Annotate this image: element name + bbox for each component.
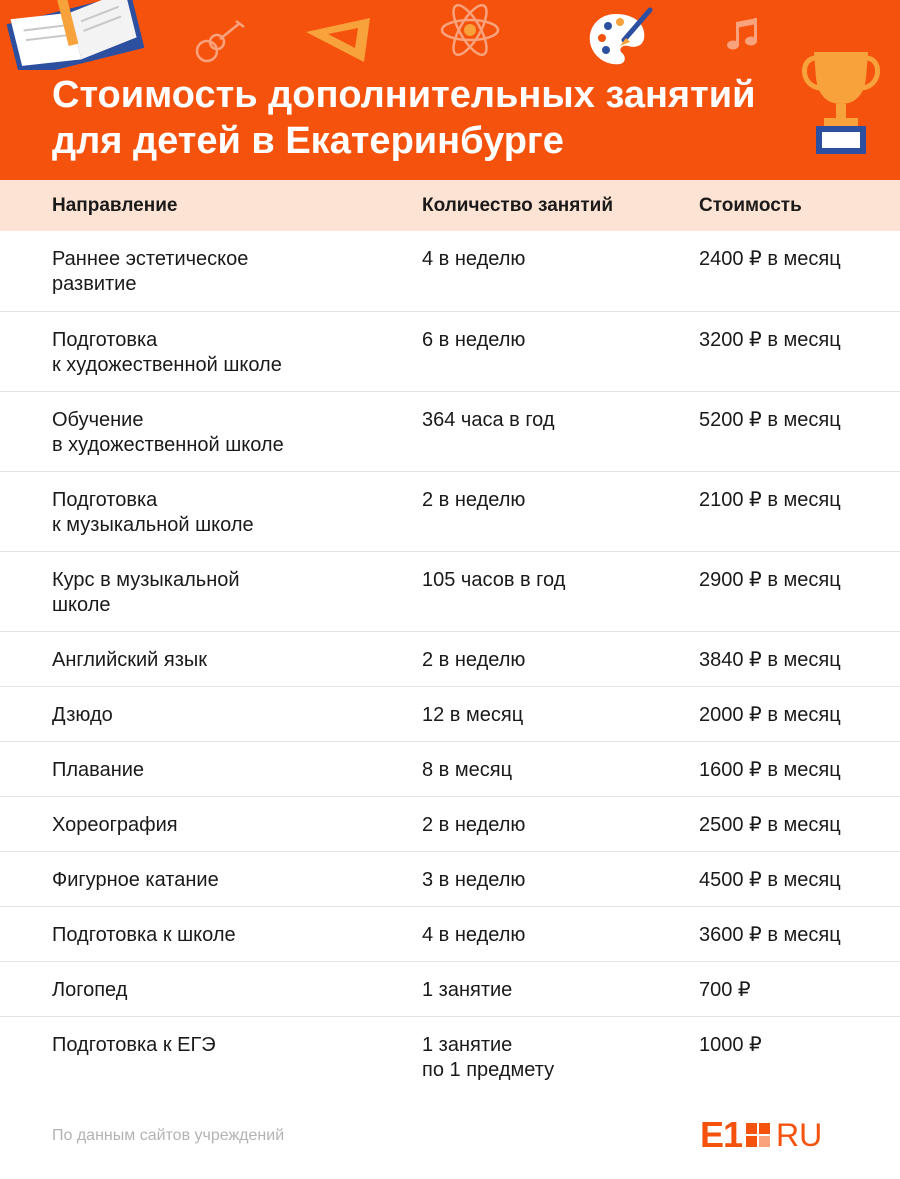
book-icon (0, 0, 155, 70)
cell-cost: 3200 ₽ в месяц (699, 329, 841, 351)
palette-icon (586, 6, 656, 72)
e1-logo (700, 1114, 823, 1155)
cell-cost: 3840 ₽ в месяц (699, 649, 841, 671)
cell-cost: 2000 ₽ в месяц (699, 704, 841, 726)
cell-direction: Логопед (52, 979, 128, 1001)
source-note: По данным сайтов учреждений (52, 1127, 285, 1144)
cell-cost: 1600 ₽ в месяц (699, 759, 841, 781)
table-row (0, 231, 900, 311)
cell-count: 364 часа в год (422, 409, 555, 431)
column-header-count: Количество занятий (422, 195, 614, 216)
table-row (0, 311, 900, 392)
cell-direction: Дзюдо (52, 704, 113, 726)
atom-icon (438, 0, 502, 64)
cell-direction: Подготовка к школе (52, 924, 236, 946)
cell-direction: Плавание (52, 759, 145, 781)
cell-count: 8 в месяц (422, 759, 513, 781)
cell-count: 2 в неделю (422, 489, 526, 511)
trophy-icon (798, 48, 884, 160)
table-row (0, 906, 900, 962)
table-row (0, 741, 900, 797)
table-row (0, 961, 900, 1017)
cell-cost: 3600 ₽ в месяц (699, 924, 841, 946)
cell-cost: 2100 ₽ в месяц (699, 489, 841, 511)
cell-cost: 700 ₽ (699, 979, 751, 1001)
cell-direction: Подготовка к музыкальной школе (52, 489, 254, 536)
header-banner (0, 0, 900, 180)
music-note-icon (724, 16, 764, 56)
cell-direction: Курс в музыкальной школе (52, 569, 240, 616)
title-line-1: Стоимость дополнительных занятий (52, 74, 756, 116)
cell-direction: Обучение в художественной школе (52, 409, 284, 456)
table-row (0, 796, 900, 852)
cell-cost: 4500 ₽ в месяц (699, 869, 841, 891)
cell-count: 2 в неделю (422, 814, 526, 836)
cell-count: 6 в неделю (422, 329, 526, 351)
page-title (52, 72, 755, 164)
cell-direction: Английский язык (52, 649, 208, 671)
set-square-icon (300, 14, 380, 69)
column-header-direction: Направление (52, 195, 178, 216)
cell-count: 105 часов в год (422, 569, 566, 591)
table-row (0, 1016, 900, 1097)
cell-count: 3 в неделю (422, 869, 526, 891)
cell-direction: Хореография (52, 814, 178, 836)
cell-count: 4 в неделю (422, 924, 526, 946)
table-row (0, 851, 900, 907)
table-row (0, 551, 900, 632)
cell-direction: Фигурное катание (52, 869, 219, 891)
table-row (0, 686, 900, 742)
cell-cost: 2900 ₽ в месяц (699, 569, 841, 591)
cell-count: 1 занятие (422, 979, 513, 1001)
logo-squares-icon (746, 1123, 770, 1147)
cell-direction: Раннее эстетическое развитие (52, 248, 249, 295)
cell-cost: 5200 ₽ в месяц (699, 409, 841, 431)
cell-count: 2 в неделю (422, 649, 526, 671)
table-row (0, 631, 900, 687)
logo-text-ru: RU (776, 1117, 823, 1153)
cell-cost: 2500 ₽ в месяц (699, 814, 841, 836)
table-row (0, 391, 900, 472)
guitar-icon (190, 18, 250, 68)
cell-cost: 2400 ₽ в месяц (699, 248, 841, 270)
cell-count: 4 в неделю (422, 248, 526, 270)
table-row (0, 471, 900, 552)
cell-cost: 1000 ₽ (699, 1034, 762, 1056)
column-header-cost: Стоимость (699, 195, 802, 216)
title-line-2: для детей в Екатеринбурге (52, 120, 564, 162)
table-header (0, 180, 900, 231)
cell-count: 1 занятие по 1 предмету (422, 1034, 555, 1081)
cell-direction: Подготовка к художественной школе (52, 329, 282, 376)
logo-text-e1: E1 (700, 1114, 743, 1155)
cell-direction: Подготовка к ЕГЭ (52, 1034, 216, 1056)
cell-count: 12 в месяц (422, 704, 524, 726)
